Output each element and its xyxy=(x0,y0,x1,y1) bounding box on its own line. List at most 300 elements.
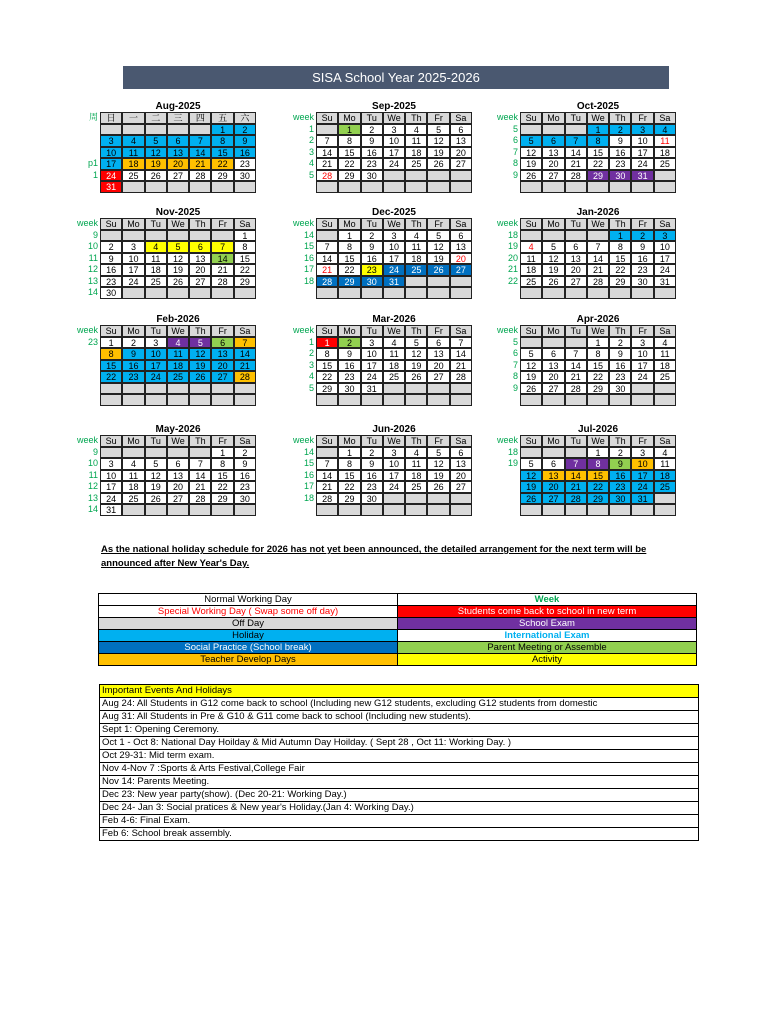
empty-cell xyxy=(631,504,653,516)
day-cell: 28 xyxy=(234,371,256,383)
empty-cell xyxy=(520,504,542,516)
weekday-header: Mo xyxy=(542,435,564,447)
week-number xyxy=(74,181,100,193)
week-number: 6 xyxy=(512,348,518,358)
empty-cell xyxy=(100,230,122,242)
day-cell: 4 xyxy=(654,124,676,136)
weekday-header: Mo xyxy=(542,218,564,230)
day-cell: 27 xyxy=(167,493,189,505)
day-cell: 12 xyxy=(542,253,564,265)
empty-cell xyxy=(520,230,542,242)
legend-activity: Activity xyxy=(398,654,697,666)
week-number: 3 xyxy=(308,359,314,370)
day-cell: 10 xyxy=(361,348,383,360)
day-cell: 24 xyxy=(631,481,653,493)
day-cell: 28 xyxy=(587,276,609,288)
day-cell: 26 xyxy=(520,383,542,395)
weekday-header: Tu xyxy=(565,325,587,337)
day-cell: 14 xyxy=(189,147,211,159)
day-cell: 16 xyxy=(122,360,144,372)
day-cell: 24 xyxy=(122,276,144,288)
day-cell: 16 xyxy=(100,264,122,276)
week-number: 16 xyxy=(303,252,314,263)
weekday-header: Fr xyxy=(631,435,653,447)
day-cell: 12 xyxy=(427,241,449,253)
week-number: 5 xyxy=(308,382,314,393)
day-cell: 31 xyxy=(631,170,653,182)
day-cell: 28 xyxy=(565,493,587,505)
week-number: 1 xyxy=(308,336,314,347)
day-cell: 29 xyxy=(338,170,360,182)
weekday-header: Tu xyxy=(361,218,383,230)
day-cell: 1 xyxy=(234,230,256,242)
day-cell: 6 xyxy=(427,337,449,349)
day-cell: 21 xyxy=(587,264,609,276)
month-title: Jan-2026 xyxy=(576,207,620,218)
day-cell: 30 xyxy=(361,493,383,505)
legend-normal: Normal Working Day xyxy=(99,594,398,606)
legend-holiday: Holiday xyxy=(99,630,398,642)
week-number: 9 xyxy=(512,169,518,180)
day-cell: 7 xyxy=(234,337,256,349)
empty-cell xyxy=(654,394,676,406)
day-cell: 3 xyxy=(383,124,405,136)
empty-cell xyxy=(609,394,631,406)
week-number xyxy=(494,504,520,516)
legend-row xyxy=(99,594,697,606)
weekday-header: 三 xyxy=(167,112,189,124)
weekday-header: Fr xyxy=(427,218,449,230)
day-cell: 2 xyxy=(234,447,256,459)
week-number: 15 xyxy=(303,241,314,251)
empty-cell xyxy=(338,504,360,516)
week-number: 10 xyxy=(87,241,98,251)
weekday-header: Mo xyxy=(338,435,360,447)
weekday-header: Sa xyxy=(450,218,472,230)
day-cell: 23 xyxy=(234,481,256,493)
weekday-header: Fr xyxy=(631,218,653,230)
empty-cell xyxy=(361,504,383,516)
day-cell: 24 xyxy=(383,264,405,276)
day-cell: 17 xyxy=(100,158,122,170)
day-cell: 18 xyxy=(654,470,676,482)
empty-cell xyxy=(565,394,587,406)
day-cell: 1 xyxy=(100,337,122,349)
empty-cell xyxy=(145,394,167,406)
empty-cell xyxy=(122,287,144,299)
day-cell: 14 xyxy=(316,470,338,482)
empty-cell xyxy=(211,181,233,193)
weekday-header: We xyxy=(383,112,405,124)
day-cell: 20 xyxy=(189,264,211,276)
week-number: p1 xyxy=(87,158,98,168)
event-item: Oct 29-31: Mid term exam. xyxy=(100,750,698,763)
empty-cell xyxy=(211,230,233,242)
week-number: 1 xyxy=(92,169,98,180)
event-item: Feb 6: School break assembly. xyxy=(102,828,232,839)
month-grid xyxy=(74,435,256,516)
day-cell: 26 xyxy=(542,276,564,288)
day-cell: 10 xyxy=(383,458,405,470)
day-cell: 2 xyxy=(234,124,256,136)
weekday-header: Sa xyxy=(450,325,472,337)
day-cell: 27 xyxy=(427,371,449,383)
day-cell: 20 xyxy=(167,481,189,493)
day-cell: 8 xyxy=(609,241,631,253)
empty-cell xyxy=(361,394,383,406)
weekday-header: Tu xyxy=(565,112,587,124)
month-grid xyxy=(290,112,472,193)
weekday-header: Tu xyxy=(145,218,167,230)
week-header: week xyxy=(292,218,314,228)
day-cell: 29 xyxy=(211,170,233,182)
day-cell: 18 xyxy=(383,360,405,372)
day-cell: 3 xyxy=(100,458,122,470)
empty-cell xyxy=(122,181,144,193)
day-cell: 8 xyxy=(338,458,360,470)
day-cell: 26 xyxy=(405,371,427,383)
day-cell: 15 xyxy=(100,360,122,372)
week-header: week xyxy=(496,218,518,228)
day-cell: 27 xyxy=(565,276,587,288)
day-cell: 5 xyxy=(427,230,449,242)
day-cell: 15 xyxy=(338,470,360,482)
day-cell: 23 xyxy=(361,158,383,170)
day-cell: 5 xyxy=(427,447,449,459)
day-cell: 5 xyxy=(542,241,564,253)
day-cell: 16 xyxy=(234,470,256,482)
weekday-header: Th xyxy=(609,112,631,124)
empty-cell xyxy=(361,181,383,193)
empty-cell xyxy=(338,287,360,299)
week-header: week xyxy=(76,325,98,335)
month-grid xyxy=(290,218,472,299)
empty-cell xyxy=(338,394,360,406)
day-cell: 21 xyxy=(565,158,587,170)
day-cell: 7 xyxy=(316,458,338,470)
day-cell: 3 xyxy=(361,337,383,349)
legend-table xyxy=(98,593,697,666)
empty-cell xyxy=(427,276,449,288)
day-cell: 14 xyxy=(211,253,233,265)
day-cell: 15 xyxy=(316,360,338,372)
day-cell: 2 xyxy=(100,241,122,253)
day-cell: 5 xyxy=(520,458,542,470)
day-cell: 9 xyxy=(631,241,653,253)
event-item: Feb 4-6: Final Exam. xyxy=(100,815,698,828)
legend-intl: International Exam xyxy=(398,630,697,642)
week-number: 7 xyxy=(512,146,518,157)
day-cell: 11 xyxy=(654,135,676,147)
day-cell: 9 xyxy=(234,458,256,470)
week-number xyxy=(74,394,100,406)
empty-cell xyxy=(167,230,189,242)
day-cell: 27 xyxy=(450,264,472,276)
weekday-header: Fr xyxy=(427,435,449,447)
day-cell: 20 xyxy=(450,147,472,159)
empty-cell xyxy=(587,181,609,193)
day-cell: 6 xyxy=(450,447,472,459)
day-cell: 25 xyxy=(654,158,676,170)
day-cell: 25 xyxy=(383,371,405,383)
week-number: 1 xyxy=(308,123,314,134)
week-number: 18 xyxy=(303,275,314,286)
day-cell: 11 xyxy=(167,348,189,360)
week-number: 23 xyxy=(87,336,98,347)
day-cell: 18 xyxy=(405,253,427,265)
weekday-header: Sa xyxy=(450,112,472,124)
day-cell: 19 xyxy=(145,481,167,493)
day-cell: 16 xyxy=(234,147,256,159)
day-cell: 12 xyxy=(427,458,449,470)
weekday-header: We xyxy=(587,325,609,337)
weekday-header: Tu xyxy=(361,325,383,337)
week-header: week xyxy=(76,435,98,445)
day-cell: 18 xyxy=(122,158,144,170)
day-cell: 19 xyxy=(427,253,449,265)
weekday-header: Sa xyxy=(450,435,472,447)
day-cell: 7 xyxy=(316,241,338,253)
day-cell: 19 xyxy=(427,147,449,159)
day-cell: 16 xyxy=(609,360,631,372)
day-cell: 2 xyxy=(361,124,383,136)
day-cell: 3 xyxy=(122,241,144,253)
day-cell: 26 xyxy=(145,493,167,505)
empty-cell xyxy=(450,276,472,288)
day-cell: 29 xyxy=(587,493,609,505)
day-cell: 2 xyxy=(122,337,144,349)
day-cell: 20 xyxy=(542,481,564,493)
day-cell: 18 xyxy=(145,264,167,276)
day-cell: 6 xyxy=(542,458,564,470)
day-cell: 14 xyxy=(234,348,256,360)
day-cell: 18 xyxy=(520,264,542,276)
month-grid xyxy=(494,112,676,193)
weekday-header: We xyxy=(167,435,189,447)
day-cell: 19 xyxy=(189,360,211,372)
week-number xyxy=(74,147,100,159)
day-cell: 17 xyxy=(631,470,653,482)
weekday-header: Tu xyxy=(565,218,587,230)
day-cell: 11 xyxy=(654,348,676,360)
day-cell: 22 xyxy=(211,158,233,170)
week-number: 9 xyxy=(92,446,98,457)
week-header: week xyxy=(76,218,98,228)
week-number xyxy=(74,124,100,136)
day-cell: 11 xyxy=(520,253,542,265)
week-number: 19 xyxy=(507,241,518,251)
day-cell: 12 xyxy=(167,253,189,265)
week-number xyxy=(494,470,520,482)
weekday-header: Mo xyxy=(542,325,564,337)
weekday-header: Mo xyxy=(122,325,144,337)
weekday-header: We xyxy=(167,218,189,230)
week-number: 14 xyxy=(303,446,314,457)
day-cell: 18 xyxy=(405,147,427,159)
day-cell: 4 xyxy=(405,124,427,136)
day-cell: 31 xyxy=(361,383,383,395)
day-cell: 3 xyxy=(631,447,653,459)
empty-cell xyxy=(338,181,360,193)
empty-cell xyxy=(565,337,587,349)
day-cell: 17 xyxy=(631,147,653,159)
empty-cell xyxy=(122,394,144,406)
month-title: May-2026 xyxy=(155,424,201,435)
weekday-header: We xyxy=(167,325,189,337)
week-number: 7 xyxy=(512,359,518,370)
day-cell: 2 xyxy=(631,230,653,242)
day-cell: 4 xyxy=(383,337,405,349)
day-cell: 1 xyxy=(211,124,233,136)
week-number xyxy=(494,394,520,406)
empty-cell xyxy=(609,504,631,516)
empty-cell xyxy=(145,287,167,299)
week-number: 6 xyxy=(512,135,518,145)
empty-cell xyxy=(383,383,405,395)
day-cell: 28 xyxy=(211,276,233,288)
day-cell: 2 xyxy=(338,337,360,349)
day-cell: 28 xyxy=(450,371,472,383)
month-title: Dec-2025 xyxy=(372,207,416,218)
day-cell: 11 xyxy=(405,241,427,253)
day-cell: 23 xyxy=(609,158,631,170)
empty-cell xyxy=(167,181,189,193)
empty-cell xyxy=(383,394,405,406)
day-cell: 1 xyxy=(587,447,609,459)
empty-cell xyxy=(316,181,338,193)
day-cell: 19 xyxy=(145,158,167,170)
month-grid xyxy=(74,325,256,406)
day-cell: 16 xyxy=(361,470,383,482)
empty-cell xyxy=(189,394,211,406)
empty-cell xyxy=(450,504,472,516)
weekday-header: Fr xyxy=(211,325,233,337)
day-cell: 4 xyxy=(122,458,144,470)
empty-cell xyxy=(542,230,564,242)
week-number: 21 xyxy=(507,264,518,274)
weekday-header: Tu xyxy=(145,325,167,337)
legend-teacher: Teacher Develop Days xyxy=(99,654,398,666)
month-grid xyxy=(494,435,676,516)
day-cell: 13 xyxy=(211,348,233,360)
week-header: week xyxy=(292,112,314,122)
empty-cell xyxy=(405,170,427,182)
day-cell: 12 xyxy=(520,360,542,372)
day-cell: 12 xyxy=(520,470,542,482)
day-cell: 3 xyxy=(631,337,653,349)
day-cell: 10 xyxy=(631,135,653,147)
day-cell: 28 xyxy=(316,170,338,182)
weekday-header: Tu xyxy=(361,112,383,124)
month-title: Oct-2025 xyxy=(576,101,620,112)
empty-cell xyxy=(405,287,427,299)
day-cell: 20 xyxy=(542,371,564,383)
empty-cell xyxy=(542,504,564,516)
legend-parent: Parent Meeting or Assemble xyxy=(398,642,697,654)
day-cell: 6 xyxy=(167,135,189,147)
day-cell: 8 xyxy=(211,458,233,470)
empty-cell xyxy=(520,337,542,349)
day-cell: 29 xyxy=(211,493,233,505)
day-cell: 25 xyxy=(654,371,676,383)
day-cell: 30 xyxy=(100,287,122,299)
empty-cell xyxy=(100,447,122,459)
day-cell: 8 xyxy=(234,241,256,253)
day-cell: 19 xyxy=(520,371,542,383)
day-cell: 20 xyxy=(167,158,189,170)
day-cell: 8 xyxy=(587,348,609,360)
day-cell: 3 xyxy=(631,124,653,136)
empty-cell xyxy=(405,181,427,193)
day-cell: 11 xyxy=(122,147,144,159)
day-cell: 5 xyxy=(427,124,449,136)
weekday-header: Mo xyxy=(122,435,144,447)
day-cell: 21 xyxy=(450,360,472,372)
legend-off: Off Day xyxy=(99,618,398,630)
day-cell: 8 xyxy=(338,241,360,253)
day-cell: 21 xyxy=(316,481,338,493)
empty-cell xyxy=(234,394,256,406)
month-title: Jun-2026 xyxy=(372,424,416,435)
day-cell: 30 xyxy=(234,170,256,182)
week-number: 16 xyxy=(303,469,314,480)
day-cell: 15 xyxy=(587,147,609,159)
day-cell: 13 xyxy=(427,348,449,360)
day-cell: 6 xyxy=(542,348,564,360)
day-cell: 1 xyxy=(316,337,338,349)
empty-cell xyxy=(405,383,427,395)
day-cell: 15 xyxy=(609,253,631,265)
day-cell: 22 xyxy=(587,481,609,493)
empty-cell xyxy=(211,383,233,395)
day-cell: 30 xyxy=(609,493,631,505)
empty-cell xyxy=(609,181,631,193)
day-cell: 24 xyxy=(654,264,676,276)
day-cell: 10 xyxy=(654,241,676,253)
day-cell: 26 xyxy=(145,170,167,182)
day-cell: 17 xyxy=(383,147,405,159)
day-cell: 11 xyxy=(405,458,427,470)
day-cell: 22 xyxy=(587,371,609,383)
week-number: 8 xyxy=(512,158,518,168)
day-cell: 7 xyxy=(565,458,587,470)
weekday-header: Tu xyxy=(565,435,587,447)
day-cell: 22 xyxy=(211,481,233,493)
day-cell: 8 xyxy=(587,135,609,147)
legend-row xyxy=(99,654,697,666)
week-number: 18 xyxy=(507,229,518,240)
empty-cell xyxy=(450,287,472,299)
week-header: week xyxy=(292,325,314,335)
day-cell: 29 xyxy=(338,493,360,505)
day-cell: 17 xyxy=(383,470,405,482)
day-cell: 15 xyxy=(338,253,360,265)
week-number: 13 xyxy=(87,492,98,503)
weekday-header: Th xyxy=(405,435,427,447)
day-cell: 16 xyxy=(609,147,631,159)
empty-cell xyxy=(587,394,609,406)
day-cell: 25 xyxy=(122,170,144,182)
week-number: 9 xyxy=(512,382,518,393)
empty-cell xyxy=(167,394,189,406)
day-cell: 17 xyxy=(122,264,144,276)
day-cell: 15 xyxy=(211,470,233,482)
day-cell: 11 xyxy=(383,348,405,360)
empty-cell xyxy=(189,447,211,459)
day-cell: 24 xyxy=(631,158,653,170)
legend-social: Social Practice (School break) xyxy=(99,642,398,654)
weekday-header: Th xyxy=(189,435,211,447)
